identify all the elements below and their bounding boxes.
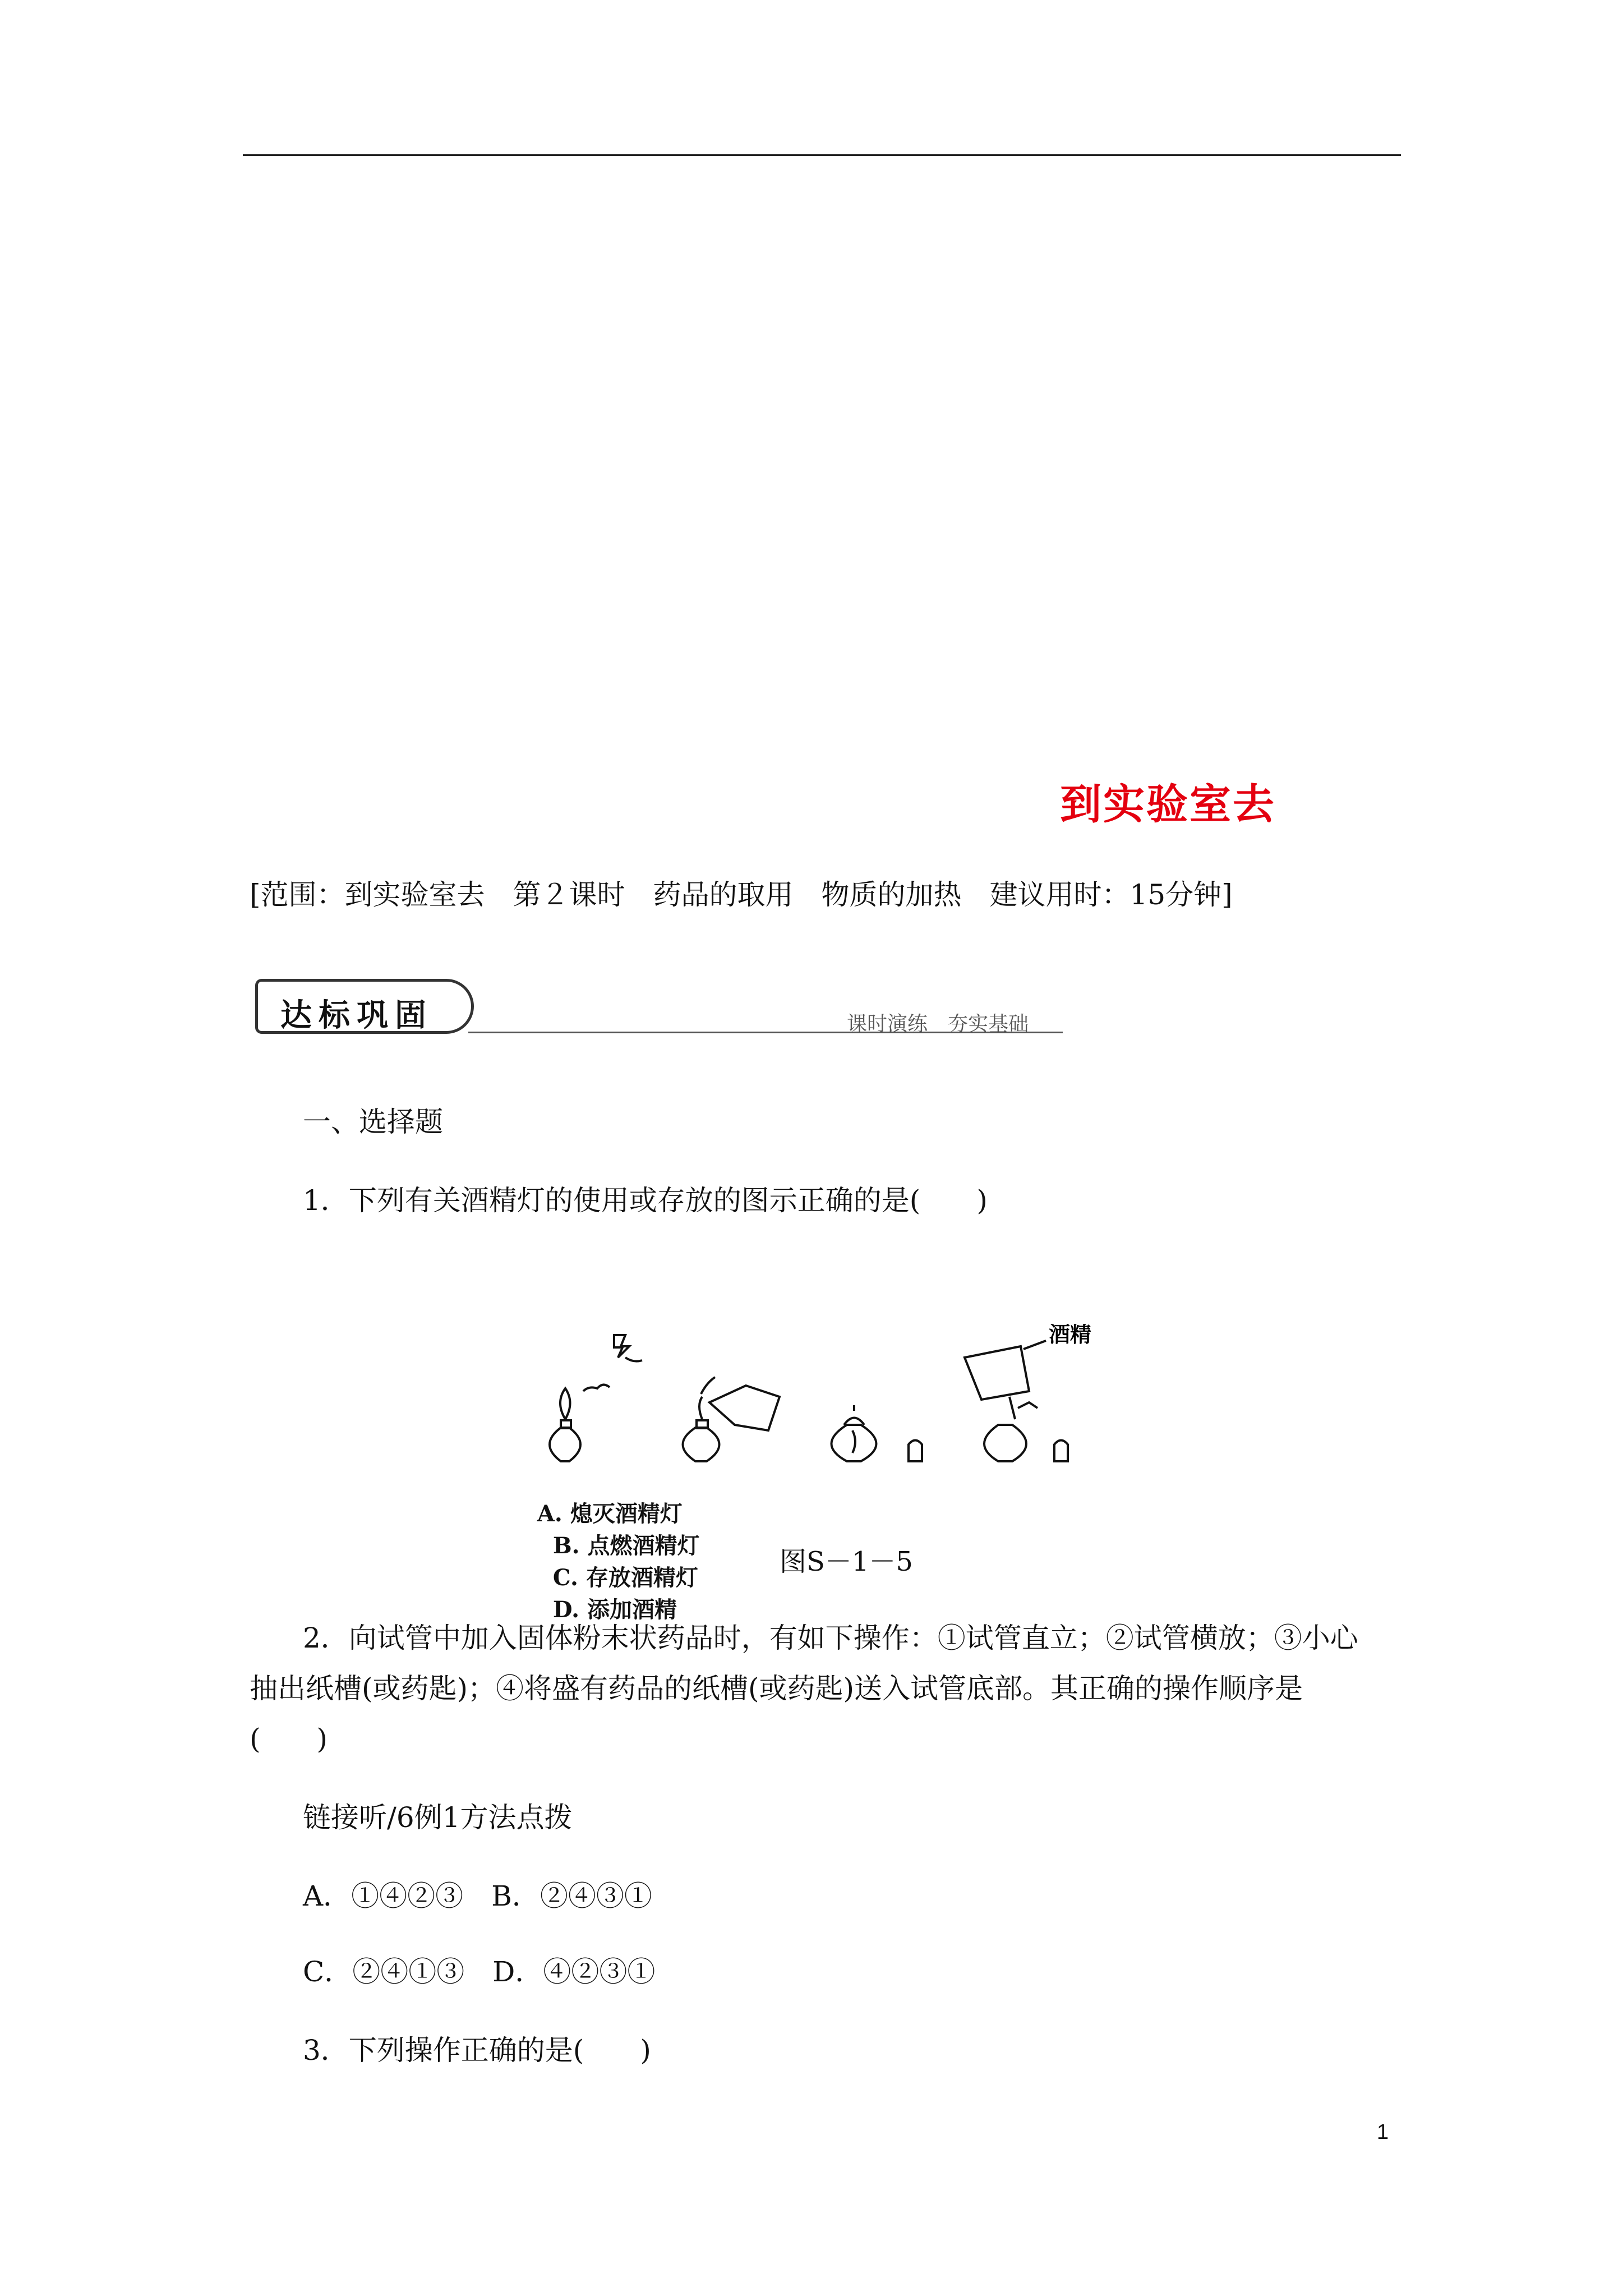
question-2-line-2: 抽出纸槽(或药匙)；④将盛有药品的纸槽(或药匙)送入试管底部。其正确的操作顺序是 (250, 1672, 1303, 1705)
option-d-label: D. 添加酒精 (552, 1596, 677, 1623)
question-2-line-3: ( ) (250, 1723, 328, 1755)
question-2-options-row-2: C．②④①③ D．④②③① (303, 1955, 656, 1988)
page-number: 1 (1377, 2120, 1389, 2144)
banner-label: 达标巩固 (280, 997, 433, 1034)
page-title: 到实验室去 (1060, 780, 1276, 829)
banner-tab (255, 979, 474, 1034)
option-b-label: B. 点燃酒精灯 (552, 1533, 700, 1559)
option-a-label: A. 熄灭酒精灯 (537, 1501, 683, 1527)
section-heading: 一、选择题 (303, 1106, 443, 1138)
header-rule (243, 154, 1401, 156)
lamp-a-illustration (550, 1335, 642, 1461)
figure-caption: 图S－1－5 (780, 1546, 913, 1577)
scope-line: [范围：到实验室去 第２课时 药品的取用 物质的加热 建议用时：15分钟] (250, 878, 1233, 911)
banner-subtitle: 课时演练 夯实基础 (847, 1013, 1029, 1036)
figure-option-labels (522, 1470, 700, 1624)
lamp-c-illustration (832, 1405, 923, 1461)
question-2-line-1: 2．向试管中加入固体粉末状药品时，有如下操作：①试管直立；②试管横放；③小心 (303, 1622, 1358, 1654)
lamp-d-illustration (965, 1341, 1068, 1461)
question-1-stem: 1．下列有关酒精灯的使用或存放的图示正确的是( ) (303, 1184, 988, 1217)
alcohol-label: 酒精 (1049, 1324, 1092, 1347)
question-3-stem: 3．下列操作正确的是( ) (303, 2034, 651, 2067)
question-2-options-row-1: A．①④②③ B．②④③① (303, 1880, 652, 1912)
method-link[interactable]: 链接听/6例1方法点拨 (303, 1801, 573, 1834)
section-banner (255, 979, 1063, 1041)
lamp-b-illustration (683, 1377, 780, 1461)
option-c-label: C. 存放酒精灯 (552, 1565, 698, 1591)
